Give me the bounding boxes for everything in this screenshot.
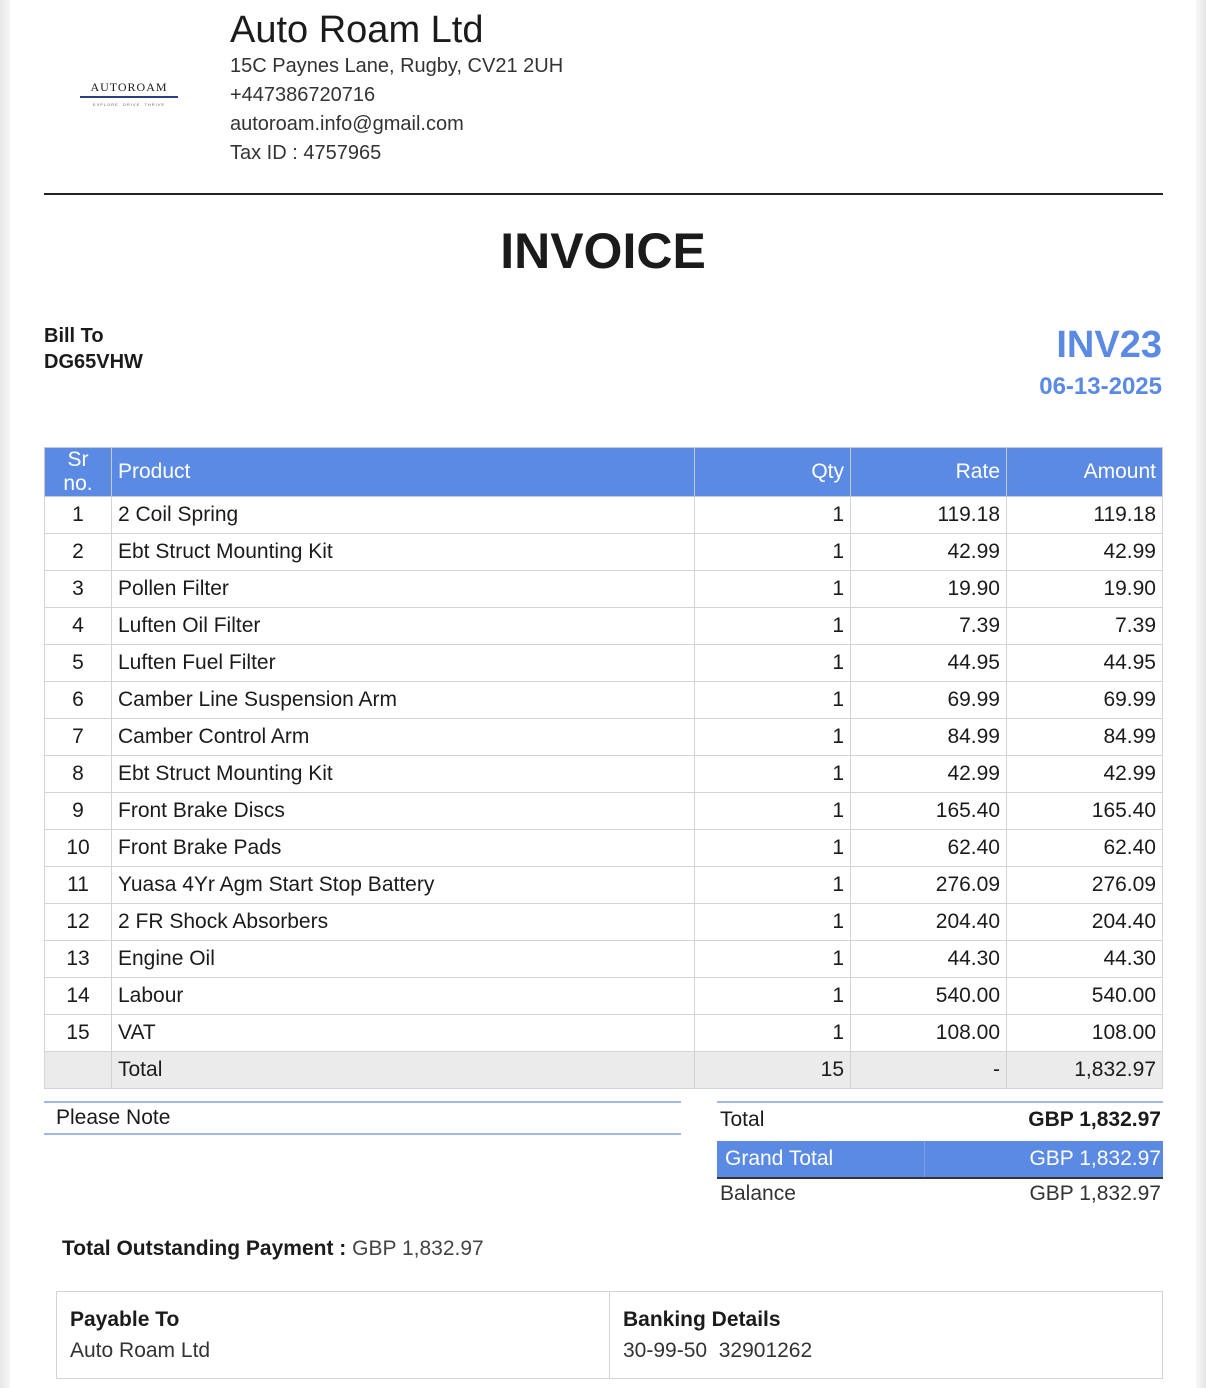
cell-sr: 13 <box>45 941 112 978</box>
cell-qty: 1 <box>695 571 851 608</box>
cell-product: Front Brake Pads <box>112 830 695 867</box>
table-row <box>45 571 1163 608</box>
cell-qty: 1 <box>695 497 851 534</box>
cell-rate: 19.90 <box>851 571 1007 608</box>
table-row <box>45 1015 1163 1052</box>
banking-details <box>623 1304 812 1366</box>
cell-amount: 204.40 <box>1007 904 1163 941</box>
total-amount: 1,832.97 <box>1007 1052 1163 1089</box>
cell-qty: 1 <box>695 941 851 978</box>
cell-rate: 7.39 <box>851 608 1007 645</box>
cell-sr: 9 <box>45 793 112 830</box>
total-outstanding <box>62 1237 484 1261</box>
banking-details-label: Banking Details <box>623 1308 781 1331</box>
cell-qty: 1 <box>695 978 851 1015</box>
table-row <box>45 830 1163 867</box>
cell-rate: 204.40 <box>851 904 1007 941</box>
cell-product: Front Brake Discs <box>112 793 695 830</box>
cell-product: Luften Fuel Filter <box>112 645 695 682</box>
cell-qty: 1 <box>695 867 851 904</box>
cell-sr: 7 <box>45 719 112 756</box>
bill-to <box>44 323 143 375</box>
logo-tagline: EXPLORE. DRIVE. THRIVE <box>92 102 166 107</box>
cell-sr: 11 <box>45 867 112 904</box>
cell-amount: 62.40 <box>1007 830 1163 867</box>
logo-underline <box>80 96 178 98</box>
cell-amount: 108.00 <box>1007 1015 1163 1052</box>
company-phone: +447386720716 <box>230 84 376 106</box>
cell-product: Camber Control Arm <box>112 719 695 756</box>
cell-product: Ebt Struct Mounting Kit <box>112 534 695 571</box>
cell-product: Yuasa 4Yr Agm Start Stop Battery <box>112 867 695 904</box>
outstanding-value: GBP 1,832.97 <box>352 1237 484 1260</box>
cell-amount: 42.99 <box>1007 534 1163 571</box>
cell-product: Ebt Struct Mounting Kit <box>112 756 695 793</box>
cell-sr: 15 <box>45 1015 112 1052</box>
company-name: Auto Roam Ltd <box>230 9 484 51</box>
cell-rate: 62.40 <box>851 830 1007 867</box>
cell-product: Camber Line Suspension Arm <box>112 682 695 719</box>
cell-sr: 12 <box>45 904 112 941</box>
table-row <box>45 904 1163 941</box>
table-row <box>45 756 1163 793</box>
header-product: Product <box>112 448 695 497</box>
cell-rate: 108.00 <box>851 1015 1007 1052</box>
table-row <box>45 682 1163 719</box>
cell-sr: 8 <box>45 756 112 793</box>
cell-product: Luften Oil Filter <box>112 608 695 645</box>
bill-to-value: DG65VHW <box>44 351 143 373</box>
cell-rate: 44.95 <box>851 645 1007 682</box>
please-note: Please Note <box>44 1101 681 1135</box>
header-rate: Rate <box>851 448 1007 497</box>
company-info <box>230 8 563 168</box>
cell-sr: 14 <box>45 978 112 1015</box>
cell-amount: 44.30 <box>1007 941 1163 978</box>
logo-brand: AUTOROAM <box>90 80 168 94</box>
cell-qty: 1 <box>695 645 851 682</box>
table-row <box>45 534 1163 571</box>
cell-qty: 1 <box>695 1015 851 1052</box>
cell-qty: 1 <box>695 904 851 941</box>
cell-sr: 2 <box>45 534 112 571</box>
payable-to <box>70 1304 210 1366</box>
cell-sr: 10 <box>45 830 112 867</box>
table-total-row <box>45 1052 1163 1089</box>
cell-amount: 7.39 <box>1007 608 1163 645</box>
total-qty: 15 <box>695 1052 851 1089</box>
cell-rate: 119.18 <box>851 497 1007 534</box>
summary-total <box>717 1101 1163 1137</box>
payable-to-value: Auto Roam Ltd <box>70 1339 211 1362</box>
payment-details <box>56 1291 1163 1379</box>
items-table <box>44 447 1163 1089</box>
cell-qty: 1 <box>695 608 851 645</box>
summary-total-label: Total <box>720 1108 765 1131</box>
table-row <box>45 978 1163 1015</box>
grand-total-label: Grand Total <box>725 1147 834 1170</box>
header-amount: Amount <box>1007 448 1163 497</box>
table-row <box>45 608 1163 645</box>
header-divider <box>44 193 1163 195</box>
cell-amount: 540.00 <box>1007 978 1163 1015</box>
cell-amount: 19.90 <box>1007 571 1163 608</box>
total-label: Total <box>112 1052 695 1089</box>
header-sr-no: Sr no. <box>45 448 112 497</box>
cell-rate: 42.99 <box>851 756 1007 793</box>
cell-product: 2 FR Shock Absorbers <box>112 904 695 941</box>
bill-to-label: Bill To <box>44 325 104 347</box>
cell-rate: 84.99 <box>851 719 1007 756</box>
page-edge-right <box>1196 0 1206 1388</box>
invoice-date: 06-13-2025 <box>1039 373 1162 400</box>
balance-label: Balance <box>720 1182 796 1205</box>
total-sr-blank <box>45 1052 112 1089</box>
payable-to-label: Payable To <box>70 1308 180 1331</box>
cell-sr: 4 <box>45 608 112 645</box>
invoice-title: INVOICE <box>500 223 706 279</box>
cell-qty: 1 <box>695 719 851 756</box>
cell-qty: 1 <box>695 534 851 571</box>
table-row <box>45 645 1163 682</box>
cell-product: VAT <box>112 1015 695 1052</box>
cell-product: Pollen Filter <box>112 571 695 608</box>
cell-amount: 69.99 <box>1007 682 1163 719</box>
table-header-row <box>45 448 1163 497</box>
table-row <box>45 867 1163 904</box>
summary-grand-total <box>717 1141 1163 1179</box>
company-email: autoroam.info@gmail.com <box>230 113 464 135</box>
cell-rate: 276.09 <box>851 867 1007 904</box>
table-row <box>45 719 1163 756</box>
table-row <box>45 497 1163 534</box>
cell-amount: 44.95 <box>1007 645 1163 682</box>
cell-amount: 276.09 <box>1007 867 1163 904</box>
cell-qty: 1 <box>695 756 851 793</box>
cell-rate: 69.99 <box>851 682 1007 719</box>
cell-qty: 1 <box>695 793 851 830</box>
outstanding-label: Total Outstanding Payment : <box>62 1237 347 1260</box>
cell-rate: 165.40 <box>851 793 1007 830</box>
cell-rate: 540.00 <box>851 978 1007 1015</box>
cell-amount: 84.99 <box>1007 719 1163 756</box>
balance-value: GBP 1,832.97 <box>1029 1182 1161 1205</box>
invoice-number: INV23 <box>1056 324 1162 366</box>
grand-total-value: GBP 1,832.97 <box>1029 1147 1161 1170</box>
cell-amount: 165.40 <box>1007 793 1163 830</box>
page-edge-left <box>0 0 10 1388</box>
cell-product: Labour <box>112 978 695 1015</box>
header-qty: Qty <box>695 448 851 497</box>
banking-details-value: 30-99-50 32901262 <box>623 1339 813 1362</box>
payment-divider <box>609 1292 610 1378</box>
table-row <box>45 793 1163 830</box>
cell-qty: 1 <box>695 830 851 867</box>
cell-sr: 6 <box>45 682 112 719</box>
cell-rate: 42.99 <box>851 534 1007 571</box>
cell-amount: 42.99 <box>1007 756 1163 793</box>
cell-sr: 5 <box>45 645 112 682</box>
cell-product: Engine Oil <box>112 941 695 978</box>
cell-amount: 119.18 <box>1007 497 1163 534</box>
company-logo <box>78 72 180 112</box>
company-address: 15C Paynes Lane, Rugby, CV21 2UH <box>230 55 564 77</box>
table-row <box>45 941 1163 978</box>
grand-total-divider <box>924 1141 925 1177</box>
company-tax-id: Tax ID : 4757965 <box>230 142 382 164</box>
cell-qty: 1 <box>695 682 851 719</box>
summary-total-value: GBP 1,832.97 <box>1028 1108 1161 1131</box>
cell-product: 2 Coil Spring <box>112 497 695 534</box>
total-rate: - <box>851 1052 1007 1089</box>
cell-sr: 3 <box>45 571 112 608</box>
summary-balance <box>717 1180 1163 1210</box>
cell-sr: 1 <box>45 497 112 534</box>
cell-rate: 44.30 <box>851 941 1007 978</box>
